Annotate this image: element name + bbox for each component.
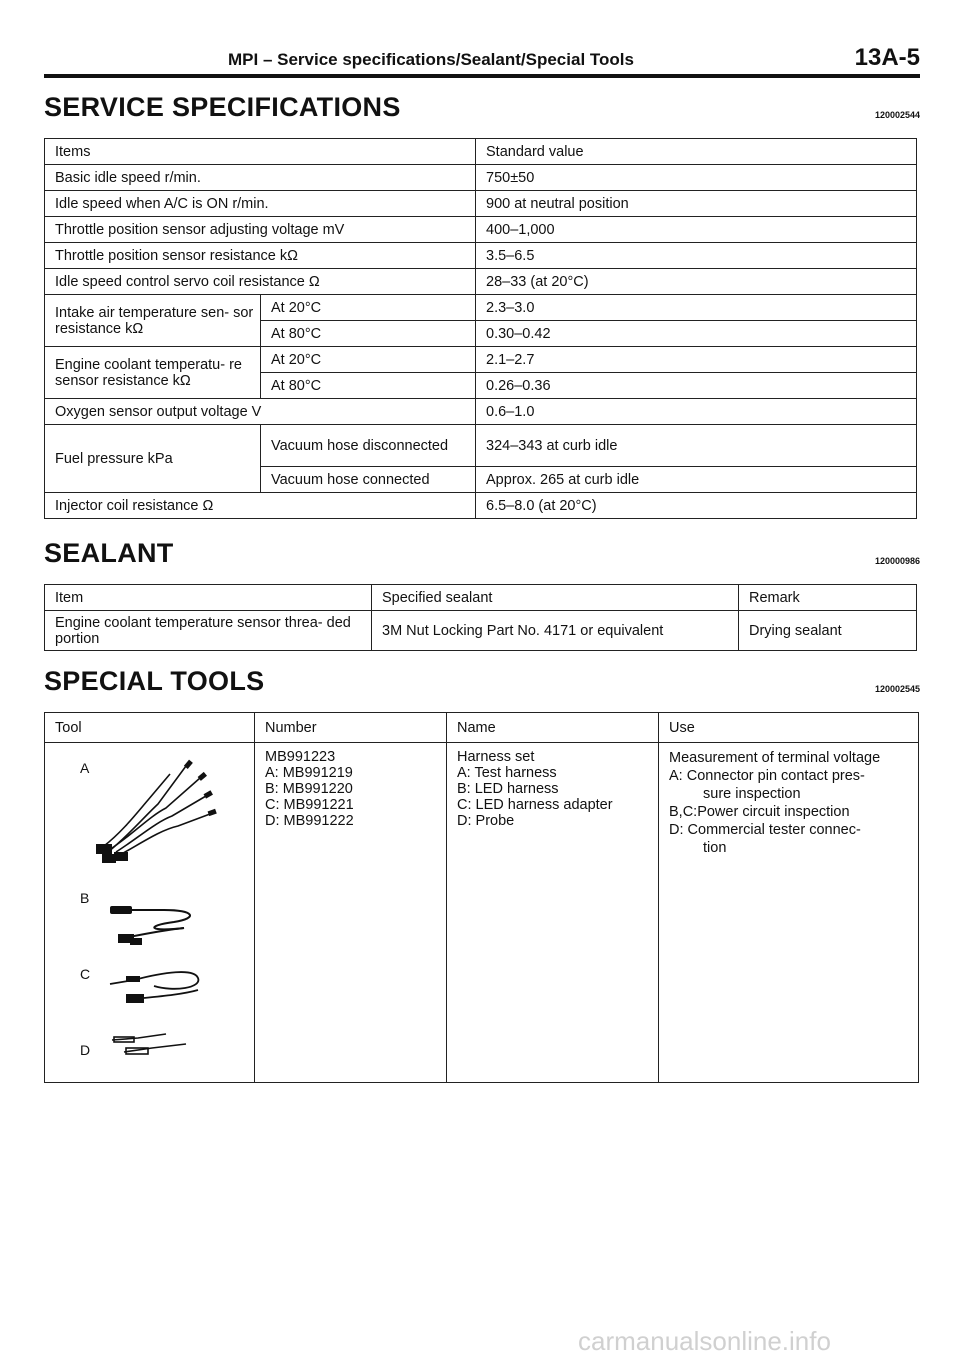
spec-item: Idle speed when A/C is ON r/min. — [45, 191, 476, 217]
tool-use-cell — [659, 743, 919, 1083]
tool-label-b: B — [80, 890, 90, 906]
spec-value: 3.5–6.5 — [476, 243, 917, 269]
special-tools-code: 120002545 — [874, 684, 920, 694]
table-row — [45, 269, 917, 295]
col-header-items: Items — [45, 139, 476, 165]
col-header-tool: Tool — [45, 713, 255, 743]
col-header-number: Number — [255, 713, 447, 743]
spec-item: Throttle position sensor adjusting voltage mV — [45, 217, 476, 243]
tool-label-c: C — [80, 966, 91, 982]
table-row — [45, 399, 917, 425]
tool-label-d: D — [80, 1042, 91, 1058]
tool-use: B,C:Power circuit inspection — [669, 804, 850, 820]
test-harness-illustration — [88, 756, 218, 866]
spec-value: 900 at neutral position — [476, 191, 917, 217]
tool-number: A: MB991219 — [265, 765, 353, 781]
table-row — [45, 243, 917, 269]
col-header-sealant: Specified sealant — [372, 585, 739, 611]
led-harness-illustration — [104, 898, 214, 948]
watermark: carmanualsonline.info — [578, 1326, 831, 1356]
spec-condition: At 80°C — [261, 373, 476, 399]
sealant-table — [44, 584, 917, 651]
col-header-standard: Standard value — [476, 139, 917, 165]
tool-number: MB991223 — [265, 749, 336, 765]
table-row — [45, 139, 917, 165]
spec-condition: At 80°C — [261, 321, 476, 347]
tool-number: B: MB991220 — [265, 781, 353, 797]
spec-item: Injector coil resistance Ω — [45, 493, 476, 519]
tool-name: A: Test harness — [457, 765, 557, 781]
tool-use: sure inspection — [703, 786, 801, 802]
spec-value: 2.1–2.7 — [476, 347, 917, 373]
spec-item: Oxygen sensor output voltage V — [45, 399, 476, 425]
service-specifications-table — [44, 138, 917, 519]
col-header-item: Item — [45, 585, 372, 611]
special-tools-title: SPECIAL TOOLS — [44, 666, 265, 696]
page-number: 13A-5 — [854, 44, 920, 71]
tool-name: B: LED harness — [457, 781, 559, 797]
tool-use: A: Connector pin contact pres- — [669, 768, 865, 784]
sealant-code: 120000986 — [874, 556, 920, 566]
spec-value: 0.6–1.0 — [476, 399, 917, 425]
tool-use: D: Commercial tester connec- — [669, 822, 861, 838]
header-rule — [44, 74, 920, 78]
spec-value: 6.5–8.0 (at 20°C) — [476, 493, 917, 519]
spec-item: Basic idle speed r/min. — [45, 165, 476, 191]
sealant-specified: 3M Nut Locking Part No. 4171 or equivalent — [372, 611, 739, 651]
table-row — [45, 585, 917, 611]
tool-number: D: MB991222 — [265, 813, 354, 829]
col-header-name: Name — [447, 713, 659, 743]
tool-use: tion — [703, 840, 727, 856]
spec-condition: Vacuum hose connected — [261, 467, 476, 493]
table-row — [45, 191, 917, 217]
spec-condition: At 20°C — [261, 347, 476, 373]
service-specifications-title: SERVICE SPECIFICATIONS — [44, 92, 401, 122]
spec-item: Engine coolant temperatu- re sensor resistance kΩ — [45, 347, 261, 399]
spec-value: 750±50 — [476, 165, 917, 191]
spec-condition: At 20°C — [261, 295, 476, 321]
spec-item: Fuel pressure kPa — [45, 425, 261, 493]
table-row — [45, 493, 917, 519]
spec-item: Throttle position sensor resistance kΩ — [45, 243, 476, 269]
header-title: MPI – Service specifications/Sealant/Special Tools — [228, 50, 634, 69]
table-row — [45, 295, 917, 321]
tool-name: Harness set — [457, 749, 535, 765]
spec-item: Idle speed control servo coil resistance Ω — [45, 269, 476, 295]
table-row — [45, 347, 917, 373]
led-harness-adapter-illustration — [104, 962, 214, 1012]
table-row — [45, 611, 917, 651]
spec-item: Intake air temperature sen- sor resistance kΩ — [45, 295, 261, 347]
tool-name: C: LED harness adapter — [457, 797, 613, 813]
sealant-item: Engine coolant temperature sensor threa- ded portion — [45, 611, 372, 651]
tool-use: Measurement of terminal voltage — [669, 750, 881, 766]
tool-label-a: A — [80, 760, 90, 776]
sealant-remark: Drying sealant — [739, 611, 917, 651]
col-header-use: Use — [659, 713, 919, 743]
spec-value: 0.30–0.42 — [476, 321, 917, 347]
spec-value: 28–33 (at 20°C) — [476, 269, 917, 295]
tool-number-cell — [255, 743, 447, 1083]
tool-number: C: MB991221 — [265, 797, 354, 813]
spec-value: Approx. 265 at curb idle — [476, 467, 917, 493]
spec-value: 2.3–3.0 — [476, 295, 917, 321]
tool-name-cell — [447, 743, 659, 1083]
table-row — [45, 165, 917, 191]
probe-illustration — [108, 1030, 198, 1060]
spec-condition: Vacuum hose disconnected — [261, 425, 476, 467]
table-row — [45, 713, 919, 743]
tool-name: D: Probe — [457, 813, 515, 829]
service-specifications-code: 120002544 — [874, 110, 920, 120]
col-header-remark: Remark — [739, 585, 917, 611]
spec-value: 400–1,000 — [476, 217, 917, 243]
spec-value: 0.26–0.36 — [476, 373, 917, 399]
table-row — [45, 217, 917, 243]
table-row — [45, 425, 917, 467]
sealant-title: SEALANT — [44, 538, 174, 568]
spec-value: 324–343 at curb idle — [476, 425, 917, 467]
